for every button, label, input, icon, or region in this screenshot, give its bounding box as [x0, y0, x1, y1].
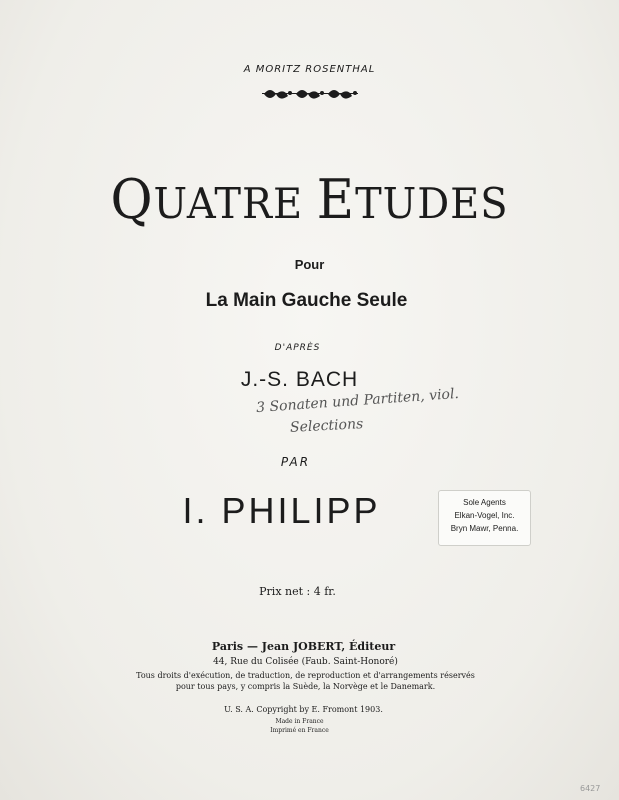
subtitle: La Main Gauche Seule	[205, 290, 408, 311]
page-title	[15, 168, 603, 231]
made-in-france: Made in France	[275, 718, 324, 725]
title-cap-e: E	[316, 168, 356, 231]
handwritten-note-2: Selections	[289, 416, 364, 436]
imprime-en-france: Imprimé en France	[270, 727, 329, 734]
rights-line-1: Tous droits d'exécution, de traduction, de reproduction et d'arrangements réservés	[136, 671, 475, 680]
par-label: PAR	[280, 455, 311, 469]
dapres-label: D'APRÈS	[274, 343, 321, 353]
dedication: A MORITZ ROSENTHAL	[243, 64, 376, 75]
title-word-1-rest: UATRE	[153, 179, 304, 228]
composer-name: I. PHILIPP	[182, 490, 381, 531]
rights-line-2: pour tous pays, y compris la Suède, la Norvège et le Danemark.	[175, 682, 436, 691]
stamp-line-2: Elkan-Vogel, Inc.	[454, 511, 515, 520]
sole-agents-stamp	[438, 490, 531, 546]
title-word-2-rest: TUDES	[355, 179, 509, 228]
handwritten-note-1: 3 Sonaten und Partiten, viol.	[255, 385, 460, 417]
copyright: U. S. A. Copyright by E. Fromont 1903.	[224, 705, 383, 714]
price: Prix net : 4 fr.	[259, 585, 336, 598]
corner-mark: 6427	[580, 784, 601, 793]
source-composer: J.-S. BACH	[240, 368, 359, 391]
pour-label: Pour	[294, 257, 325, 272]
title-cap-q: Q	[110, 168, 154, 231]
publisher-name: Paris — Jean JOBERT, Éditeur	[211, 640, 396, 653]
stamp-line-3: Bryn Mawr, Penna.	[450, 524, 519, 533]
leaf-ornament-icon	[0, 84, 619, 108]
publisher-address: 44, Rue du Colisée (Faub. Saint-Honoré)	[213, 657, 398, 667]
stamp-line-1: Sole Agents	[463, 498, 506, 507]
